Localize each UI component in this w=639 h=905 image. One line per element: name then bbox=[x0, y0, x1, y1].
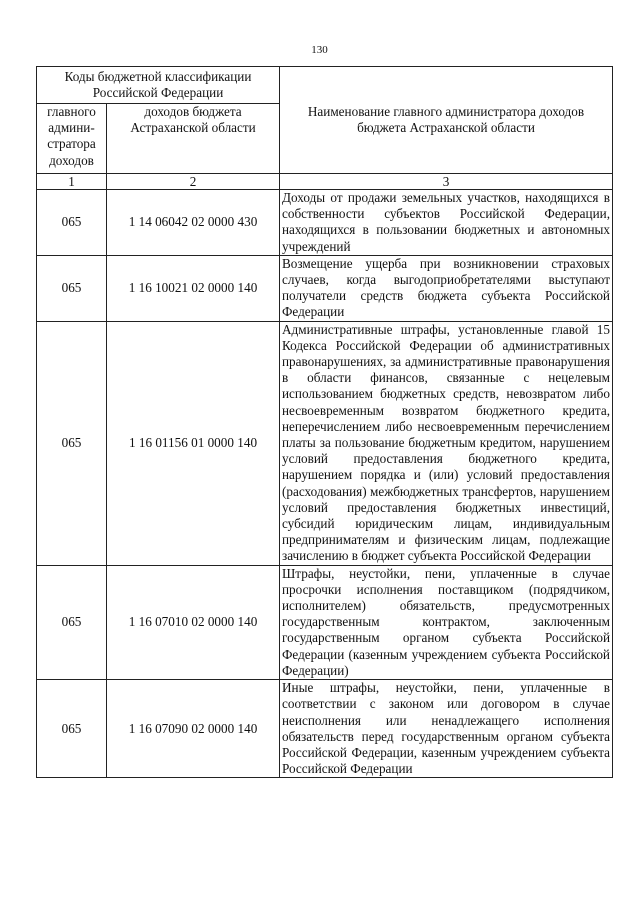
header-administrator-name: Наименование главного администратора доходов бюджета Астраханской области bbox=[280, 67, 613, 174]
income-code: 1 16 10021 02 0000 140 bbox=[107, 255, 280, 321]
column-number: 1 bbox=[37, 174, 107, 190]
header-main-administrator: главного админи-стратора доходов bbox=[37, 104, 107, 174]
income-code: 1 16 01156 01 0000 140 bbox=[107, 321, 280, 565]
header-budget-income: доходов бюджета Астраханской области bbox=[107, 104, 280, 174]
table-row bbox=[37, 321, 613, 565]
budget-classification-table bbox=[36, 66, 613, 778]
header-budget-codes: Коды бюджетной классификации Российской Федерации bbox=[37, 67, 280, 104]
table-row bbox=[37, 190, 613, 256]
admin-code: 065 bbox=[37, 255, 107, 321]
admin-code: 065 bbox=[37, 680, 107, 778]
income-code: 1 16 07090 02 0000 140 bbox=[107, 680, 280, 778]
income-name: Штрафы, неустойки, пени, уплаченные в случае просрочки исполнения поставщиком (подрядчиком, исполнителем) обязательств, предусмотренных государственным контрактом, заключенным государственным органом субъекта Российской Федерации (казенным учреждением субъекта Российской Федерации) bbox=[280, 565, 613, 679]
admin-code: 065 bbox=[37, 321, 107, 565]
table-row bbox=[37, 680, 613, 778]
column-number: 2 bbox=[107, 174, 280, 190]
admin-code: 065 bbox=[37, 190, 107, 256]
page-number: 130 bbox=[311, 44, 328, 56]
income-name: Возмещение ущерба при возникновении страховых случаев, когда выгодоприобретателями выступают получатели средств бюджета субъекта Российской Федерации bbox=[280, 255, 613, 321]
table-row bbox=[37, 565, 613, 679]
admin-code: 065 bbox=[37, 565, 107, 679]
column-number: 3 bbox=[280, 174, 613, 190]
income-name: Доходы от продажи земельных участков, находящихся в собственности субъектов Российской Федерации, находящихся в пользовании бюджетных и автономных учреждений bbox=[280, 190, 613, 256]
income-code: 1 16 07010 02 0000 140 bbox=[107, 565, 280, 679]
income-name: Административные штрафы, установленные главой 15 Кодекса Российской Федерации об административных правонарушениях, за административные правонарушения в области финансов, связанные с нецелевым использованием бюджетных средств, невозвратом либо несвоевременным возвратом бюджетного кредита, неперечислением либо несвоевременным перечислением платы за пользование бюджетным кредитом, нарушением условий предоставления бюджетного кредита, нарушением порядка и (или) условий предоставления (расходования) межбюджетных трансфертов, нарушением условий предоставления бюджетных инвестиций, субсидий юридическим лицам, индивидуальным предпринимателям и физическим лицам, подлежащие зачислению в бюджет субъекта Российской Федерации bbox=[280, 321, 613, 565]
income-code: 1 14 06042 02 0000 430 bbox=[107, 190, 280, 256]
table-row bbox=[37, 255, 613, 321]
income-name: Иные штрафы, неустойки, пени, уплаченные в соответствии с законом или договором в случае неисполнения или ненадлежащего исполнения обязательств перед государственным органом субъекта Российской Федерации, казенным учреждением субъекта Российской Федерации bbox=[280, 680, 613, 778]
